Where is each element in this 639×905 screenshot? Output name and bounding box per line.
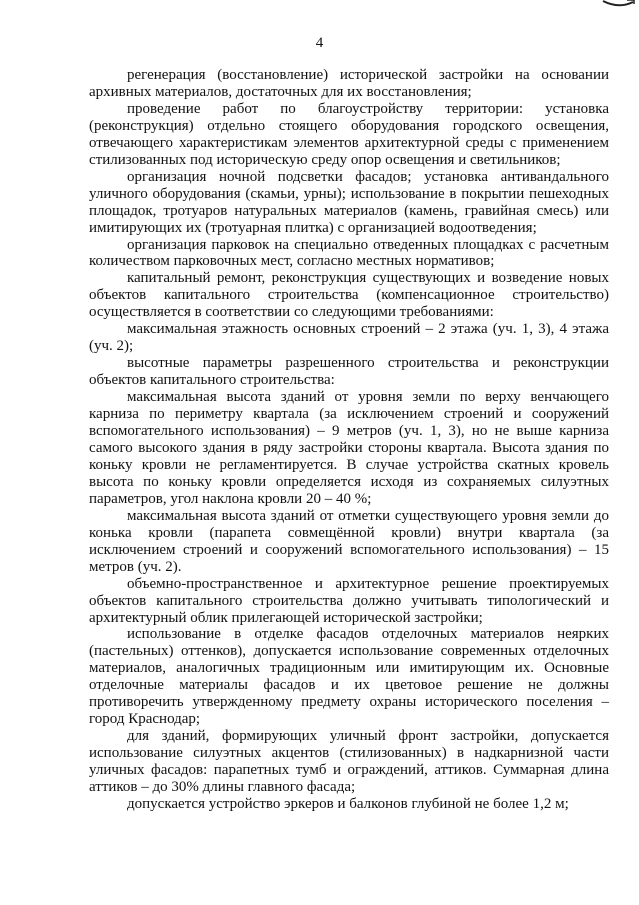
scan-corner-mark — [601, 0, 635, 12]
paragraph: использование в отделке фасадов отделочных материалов неярких (пастельных) оттенков), допускается использование современных отделочных материалов, аналогичных традиционным или имитирующим их. Основные отделочные материалы фасадов и их цветовое решение не должны противоречить утвержденному предмету охраны исторического поселения – город Краснодар; — [89, 626, 609, 728]
paragraph: организация парковок на специально отведенных площадках с расчетным количеством парковочных мест, согласно местных нормативов; — [89, 236, 609, 270]
paragraph: объемно-пространственное и архитектурное решение проектируемых объектов капитального строительства должно учитывать типологический и архитектурный облик прилегающей исторической застройки; — [89, 575, 609, 626]
paragraph: капитальный ремонт, реконструкция существующих и возведение новых объектов капитального строительства (компенсационное строительство) осуществляется в соответствии со следующими требованиями: — [89, 270, 609, 321]
paragraph: организация ночной подсветки фасадов; установка антивандального уличного оборудования (скамьи, урны); использование в покрытии пешеходных площадок, тротуаров натуральных материалов (камень, гравийная смесь) или имитирующих их (тротуарная плитка) с организацией водоотведения; — [89, 168, 609, 236]
paragraph: для зданий, формирующих уличный фронт застройки, допускается использование силуэтных акцентов (стилизованных) в надкарнизной части уличных фасадов: парапетных тумб и ограждений, аттиков. Суммарная длина аттиков – до 30% длины главного фасада; — [89, 728, 609, 796]
paragraph: регенерация (восстановление) исторической застройки на основании архивных материалов, достаточных для их восстановления; — [89, 67, 609, 100]
paragraph: допускается устройство эркеров и балконов глубиной не более 1,2 м; — [127, 795, 569, 812]
document-body — [89, 67, 609, 813]
paragraph: максимальная высота зданий от отметки существующего уровня земли до конька кровли (парапета совмещённой кровли) внутри квартала (за исключением строений и сооружений вспомогательного использования) – 15 метров (уч. 2). — [89, 507, 609, 575]
paragraph: максимальная этажность основных строений – 2 этажа (уч. 1, 3), 4 этажа (уч. 2); — [89, 321, 609, 355]
paragraph: проведение работ по благоустройству территории: установка (реконструкция) отдельно стоящего оборудования городского освещения, отвечающего характеристикам элементов архитектурной среды с применением стилизованных под историческую среду опор освещения и светильников; — [89, 100, 609, 168]
paragraph: максимальная высота зданий от уровня земли по верху венчающего карниза по периметру квартала (за исключением строений и сооружений вспомогательного использования) – 9 метров (уч. 1, 3), но не выше карниза самого высокого здания в ряду застройки стороны квартала. Высота здания по коньку кровли не регламентируется. В случае устройства скатных кровель высота по коньку кровли определяется исходя из сохраняемых силуэтных параметров, угол наклона кровли 20 – 40 %; — [89, 389, 609, 507]
page-number: 4 — [315, 35, 324, 51]
paragraph: высотные параметры разрешенного строительства и реконструкции объектов капитального строительства: — [89, 355, 609, 389]
